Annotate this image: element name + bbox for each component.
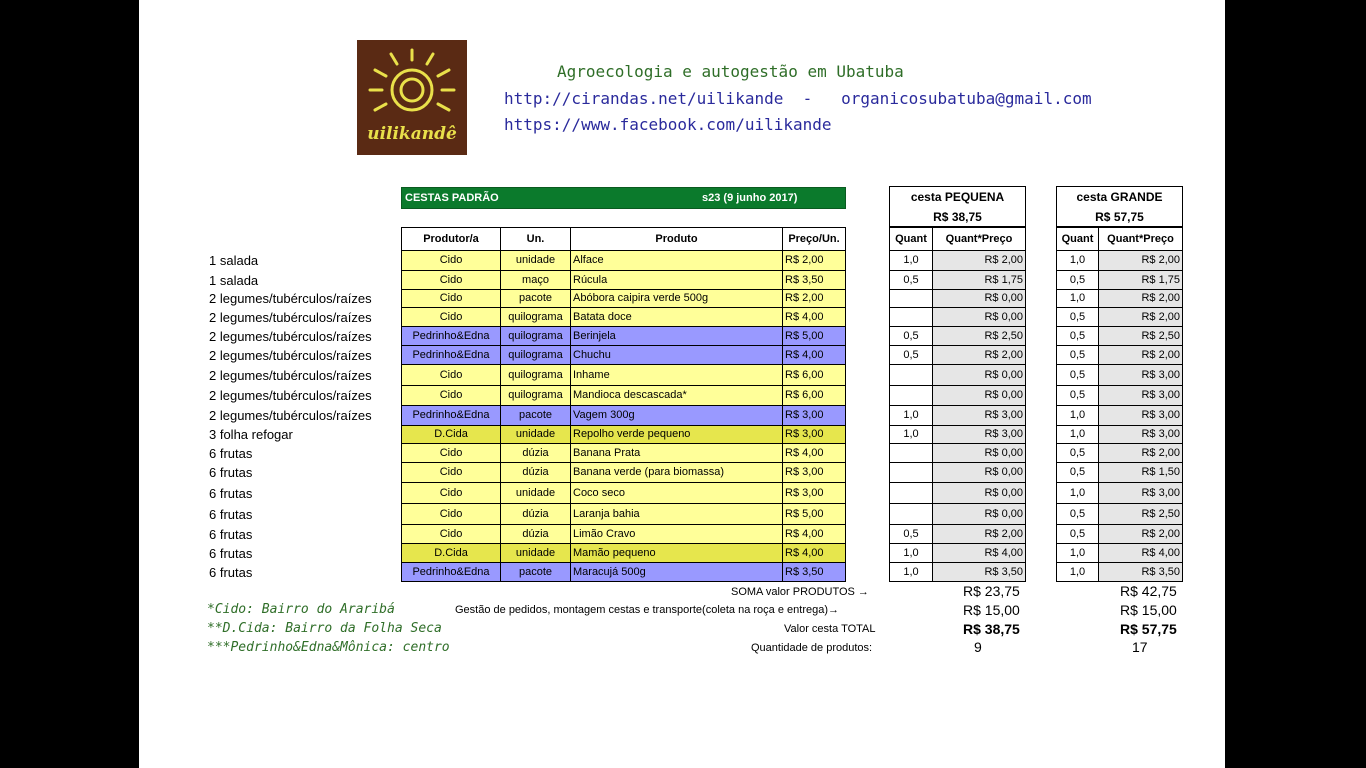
row-category: 6 frutas bbox=[209, 485, 253, 501]
row-pequena-quant: 0,5 bbox=[889, 270, 933, 290]
row-category: 1 salada bbox=[209, 272, 259, 288]
row-producer: Cido bbox=[401, 385, 501, 406]
row-price: R$ 3,50 bbox=[782, 270, 846, 290]
row-grande-value: R$ 3,00 bbox=[1098, 425, 1183, 444]
row-grande-value: R$ 2,00 bbox=[1098, 345, 1183, 365]
qtd-label: Quantidade de produtos: bbox=[751, 642, 873, 654]
tagline: Agroecologia e autogestão em Ubatuba bbox=[557, 62, 904, 81]
row-pequena-quant: 1,0 bbox=[889, 543, 933, 563]
row-grande-quant: 1,0 bbox=[1056, 405, 1099, 426]
row-category: 3 folha refogar bbox=[209, 427, 293, 442]
row-product: Repolho verde pequeno bbox=[570, 425, 783, 444]
row-pequena-value: R$ 2,50 bbox=[932, 326, 1026, 346]
row-pequena-quant bbox=[889, 364, 933, 386]
note-cido: *Cido: Bairro do Araribá bbox=[207, 602, 395, 617]
row-grande-quant: 1,0 bbox=[1056, 482, 1099, 504]
gestao-pequena: R$ 15,00 bbox=[963, 602, 1020, 618]
row-price: R$ 6,00 bbox=[782, 364, 846, 386]
row-producer: Cido bbox=[401, 307, 501, 327]
row-category: 6 frutas bbox=[209, 545, 253, 561]
row-grande-quant: 0,5 bbox=[1056, 462, 1099, 483]
row-unit: unidade bbox=[500, 250, 571, 271]
row-product: Coco seco bbox=[570, 482, 783, 504]
row-pequena-quant bbox=[889, 443, 933, 463]
row-grande-value: R$ 2,50 bbox=[1098, 326, 1183, 346]
row-unit: quilograma bbox=[500, 364, 571, 386]
row-grande-value: R$ 3,00 bbox=[1098, 405, 1183, 426]
row-grande-value: R$ 2,00 bbox=[1098, 250, 1183, 271]
banner-title: CESTAS PADRÃO bbox=[405, 192, 499, 204]
row-unit: quilograma bbox=[500, 307, 571, 327]
row-pequena-quant bbox=[889, 385, 933, 406]
row-product: Laranja bahia bbox=[570, 503, 783, 525]
row-grande-quant: 0,5 bbox=[1056, 385, 1099, 406]
row-product: Chuchu bbox=[570, 345, 783, 365]
soma-grande: R$ 42,75 bbox=[1120, 583, 1177, 599]
row-pequena-quant: 1,0 bbox=[889, 405, 933, 426]
row-price: R$ 3,00 bbox=[782, 462, 846, 483]
row-producer: D.Cida bbox=[401, 425, 501, 444]
row-grande-value: R$ 2,00 bbox=[1098, 307, 1183, 327]
row-price: R$ 2,00 bbox=[782, 289, 846, 308]
row-grande-quant: 1,0 bbox=[1056, 562, 1099, 582]
row-category: 2 legumes/tubérculos/raízes bbox=[209, 291, 372, 306]
cesta-pequena-title: cesta PEQUENA bbox=[910, 190, 1005, 204]
row-price: R$ 6,00 bbox=[782, 385, 846, 406]
row-grande-quant: 0,5 bbox=[1056, 307, 1099, 327]
cesta-pequena-header bbox=[889, 186, 1026, 227]
row-producer: Pedrinho&Edna bbox=[401, 405, 501, 426]
row-product: Mamão pequeno bbox=[570, 543, 783, 563]
row-price: R$ 5,00 bbox=[782, 503, 846, 525]
row-grande-value: R$ 3,00 bbox=[1098, 364, 1183, 386]
cestas-banner bbox=[401, 187, 846, 209]
row-category: 2 legumes/tubérculos/raízes bbox=[209, 309, 372, 325]
row-grande-value: R$ 3,00 bbox=[1098, 385, 1183, 406]
row-unit: unidade bbox=[500, 482, 571, 504]
row-producer: Cido bbox=[401, 289, 501, 308]
col-header-produtor: Produtor/a bbox=[401, 227, 501, 251]
row-price: R$ 4,00 bbox=[782, 443, 846, 463]
row-product: Vagem 300g bbox=[570, 405, 783, 426]
row-unit: dúzia bbox=[500, 443, 571, 463]
note-dcida: **D.Cida: Bairro da Folha Seca bbox=[207, 621, 442, 636]
row-pequena-quant bbox=[889, 307, 933, 327]
row-grande-value: R$ 2,00 bbox=[1098, 289, 1183, 308]
row-producer: Cido bbox=[401, 443, 501, 463]
col-header-grande-quant: Quant bbox=[1056, 227, 1099, 251]
row-price: R$ 5,00 bbox=[782, 326, 846, 346]
contact-links[interactable]: http://cirandas.net/uilikande - organicosubatuba@gmail.com bbox=[504, 89, 1092, 108]
row-price: R$ 3,50 bbox=[782, 562, 846, 582]
row-category: 2 legumes/tubérculos/raízes bbox=[209, 328, 372, 344]
col-header-pequena-quantpreco: Quant*Preço bbox=[932, 227, 1026, 251]
row-price: R$ 4,00 bbox=[782, 524, 846, 544]
row-unit: dúzia bbox=[500, 462, 571, 483]
row-grande-value: R$ 2,50 bbox=[1098, 503, 1183, 525]
row-grande-quant: 0,5 bbox=[1056, 270, 1099, 290]
row-unit: pacote bbox=[500, 405, 571, 426]
row-pequena-value: R$ 4,00 bbox=[932, 543, 1026, 563]
row-category: 6 frutas bbox=[209, 526, 253, 542]
row-product: Berinjela bbox=[570, 326, 783, 346]
row-pequena-quant bbox=[889, 503, 933, 525]
row-grande-value: R$ 1,75 bbox=[1098, 270, 1183, 290]
row-unit: pacote bbox=[500, 562, 571, 582]
row-price: R$ 4,00 bbox=[782, 307, 846, 327]
row-pequena-quant: 1,0 bbox=[889, 250, 933, 271]
row-pequena-value: R$ 3,00 bbox=[932, 425, 1026, 444]
row-product: Mandioca descascada* bbox=[570, 385, 783, 406]
row-grande-quant: 0,5 bbox=[1056, 364, 1099, 386]
row-category: 6 frutas bbox=[209, 465, 253, 480]
row-product: Limão Cravo bbox=[570, 524, 783, 544]
row-pequena-value: R$ 2,00 bbox=[932, 524, 1026, 544]
row-grande-quant: 0,5 bbox=[1056, 443, 1099, 463]
row-pequena-value: R$ 0,00 bbox=[932, 443, 1026, 463]
uilikande-logo bbox=[357, 40, 467, 155]
row-category: 2 legumes/tubérculos/raízes bbox=[209, 367, 372, 383]
row-category: 2 legumes/tubérculos/raízes bbox=[209, 388, 372, 403]
row-pequena-quant: 0,5 bbox=[889, 524, 933, 544]
col-header-grande-quantpreco: Quant*Preço bbox=[1098, 227, 1183, 251]
row-price: R$ 3,00 bbox=[782, 405, 846, 426]
col-header-preco: Preço/Un. bbox=[782, 227, 846, 251]
cesta-grande-title: cesta GRANDE bbox=[1076, 190, 1163, 204]
row-producer: Cido bbox=[401, 482, 501, 504]
row-unit: pacote bbox=[500, 289, 571, 308]
row-pequena-value: R$ 0,00 bbox=[932, 462, 1026, 483]
row-pequena-quant: 0,5 bbox=[889, 326, 933, 346]
row-product: Alface bbox=[570, 250, 783, 271]
row-unit: unidade bbox=[500, 543, 571, 563]
row-pequena-value: R$ 0,00 bbox=[932, 503, 1026, 525]
row-price: R$ 2,00 bbox=[782, 250, 846, 271]
row-price: R$ 3,00 bbox=[782, 482, 846, 504]
gestao-label: Gestão de pedidos, montagem cestas e transporte(coleta na roça e entrega)→ bbox=[455, 604, 839, 616]
row-producer: Cido bbox=[401, 250, 501, 271]
row-pequena-value: R$ 3,50 bbox=[932, 562, 1026, 582]
row-grande-value: R$ 4,00 bbox=[1098, 543, 1183, 563]
total-grande: R$ 57,75 bbox=[1120, 621, 1177, 637]
row-pequena-quant bbox=[889, 482, 933, 504]
row-grande-value: R$ 2,00 bbox=[1098, 524, 1183, 544]
row-price: R$ 3,00 bbox=[782, 425, 846, 444]
row-price: R$ 4,00 bbox=[782, 543, 846, 563]
gestao-grande: R$ 15,00 bbox=[1120, 602, 1177, 618]
banner-week: s23 (9 junho 2017) bbox=[702, 192, 798, 204]
facebook-link[interactable]: https://www.facebook.com/uilikande bbox=[504, 115, 832, 134]
row-pequena-value: R$ 1,75 bbox=[932, 270, 1026, 290]
row-unit: maço bbox=[500, 270, 571, 290]
row-producer: Cido bbox=[401, 462, 501, 483]
row-producer: Cido bbox=[401, 503, 501, 525]
row-grande-quant: 1,0 bbox=[1056, 250, 1099, 271]
row-unit: unidade bbox=[500, 425, 571, 444]
row-grande-quant: 0,5 bbox=[1056, 524, 1099, 544]
row-pequena-value: R$ 2,00 bbox=[932, 250, 1026, 271]
row-pequena-quant bbox=[889, 462, 933, 483]
row-product: Batata doce bbox=[570, 307, 783, 327]
row-product: Rúcula bbox=[570, 270, 783, 290]
row-pequena-value: R$ 0,00 bbox=[932, 289, 1026, 308]
cesta-grande-price: R$ 57,75 bbox=[1095, 210, 1144, 224]
row-grande-value: R$ 3,00 bbox=[1098, 482, 1183, 504]
logo-text: uilikandê bbox=[367, 124, 457, 144]
row-pequena-quant: 1,0 bbox=[889, 425, 933, 444]
row-pequena-quant: 0,5 bbox=[889, 345, 933, 365]
row-product: Inhame bbox=[570, 364, 783, 386]
row-grande-quant: 1,0 bbox=[1056, 543, 1099, 563]
row-grande-quant: 0,5 bbox=[1056, 326, 1099, 346]
row-grande-value: R$ 2,00 bbox=[1098, 443, 1183, 463]
row-pequena-value: R$ 0,00 bbox=[932, 364, 1026, 386]
soma-pequena: R$ 23,75 bbox=[963, 583, 1020, 599]
row-producer: Cido bbox=[401, 270, 501, 290]
note-pedrinho: ***Pedrinho&Edna&Mônica: centro bbox=[207, 640, 450, 655]
row-unit: dúzia bbox=[500, 524, 571, 544]
col-header-produto: Produto bbox=[570, 227, 783, 251]
row-product: Banana Prata bbox=[570, 443, 783, 463]
row-pequena-value: R$ 0,00 bbox=[932, 482, 1026, 504]
row-unit: quilograma bbox=[500, 345, 571, 365]
row-producer: Cido bbox=[401, 524, 501, 544]
total-label: Valor cesta TOTAL bbox=[784, 623, 876, 635]
row-product: Abóbora caipira verde 500g bbox=[570, 289, 783, 308]
row-pequena-value: R$ 2,00 bbox=[932, 345, 1026, 365]
row-product: Banana verde (para biomassa) bbox=[570, 462, 783, 483]
row-grande-value: R$ 1,50 bbox=[1098, 462, 1183, 483]
row-category: 6 frutas bbox=[209, 506, 253, 522]
row-pequena-value: R$ 0,00 bbox=[932, 307, 1026, 327]
col-header-pequena-quant: Quant bbox=[889, 227, 933, 251]
row-producer: Pedrinho&Edna bbox=[401, 562, 501, 582]
row-pequena-quant bbox=[889, 289, 933, 308]
row-producer: Pedrinho&Edna bbox=[401, 345, 501, 365]
row-pequena-quant: 1,0 bbox=[889, 562, 933, 582]
row-producer: D.Cida bbox=[401, 543, 501, 563]
cesta-grande-header bbox=[1056, 186, 1183, 227]
row-product: Maracujá 500g bbox=[570, 562, 783, 582]
total-pequena: R$ 38,75 bbox=[963, 621, 1020, 637]
row-category: 2 legumes/tubérculos/raízes bbox=[209, 347, 372, 363]
row-category: 6 frutas bbox=[209, 445, 253, 461]
row-unit: dúzia bbox=[500, 503, 571, 525]
row-pequena-value: R$ 3,00 bbox=[932, 405, 1026, 426]
row-grande-quant: 0,5 bbox=[1056, 345, 1099, 365]
row-producer: Pedrinho&Edna bbox=[401, 326, 501, 346]
row-grande-value: R$ 3,50 bbox=[1098, 562, 1183, 582]
row-grande-quant: 0,5 bbox=[1056, 503, 1099, 525]
row-category: 1 salada bbox=[209, 253, 259, 268]
row-unit: quilograma bbox=[500, 385, 571, 406]
row-price: R$ 4,00 bbox=[782, 345, 846, 365]
row-category: 6 frutas bbox=[209, 564, 253, 580]
row-grande-quant: 1,0 bbox=[1056, 289, 1099, 308]
soma-label: SOMA valor PRODUTOS → bbox=[731, 586, 869, 598]
row-grande-quant: 1,0 bbox=[1056, 425, 1099, 444]
cesta-pequena-price: R$ 38,75 bbox=[933, 210, 982, 224]
qtd-grande: 17 bbox=[1132, 639, 1148, 655]
row-unit: quilograma bbox=[500, 326, 571, 346]
row-producer: Cido bbox=[401, 364, 501, 386]
qtd-pequena: 9 bbox=[974, 639, 982, 655]
row-pequena-value: R$ 0,00 bbox=[932, 385, 1026, 406]
row-category: 2 legumes/tubérculos/raízes bbox=[209, 408, 372, 423]
col-header-un: Un. bbox=[500, 227, 571, 251]
